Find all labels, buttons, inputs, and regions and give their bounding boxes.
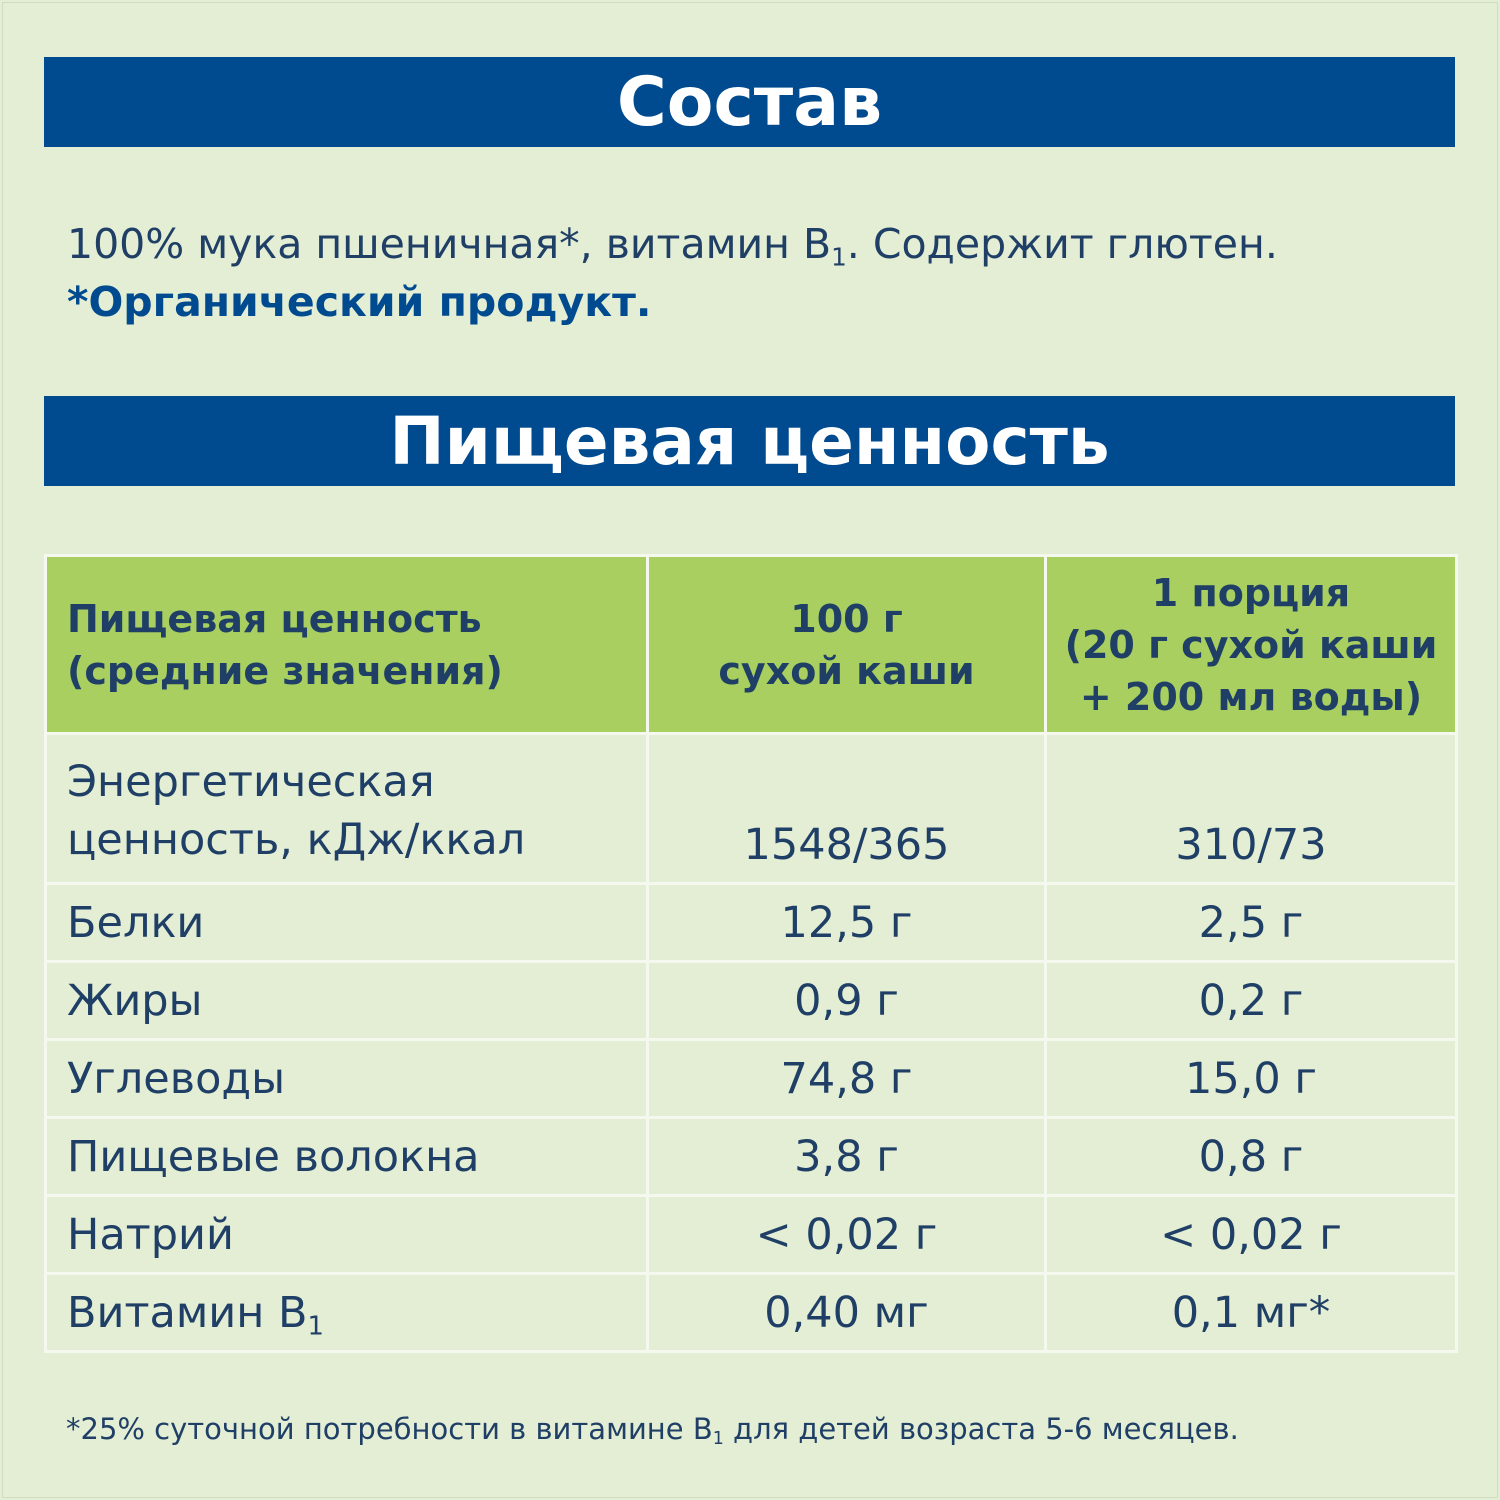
header-portion-line1: 1 порция <box>1151 570 1351 615</box>
row-label: Углеводы <box>46 1040 648 1118</box>
header-nutrient-line2: (средние значения) <box>67 648 503 693</box>
row-label-subscript: 1 <box>307 1311 324 1342</box>
ingredients-text: 100% мука пшеничная*, витамин B <box>67 220 832 268</box>
row-label-line1: Энергетическая <box>67 756 435 807</box>
value-per-100g: 0,9 г <box>648 962 1046 1040</box>
table-row <box>46 734 1457 884</box>
header-per-100g <box>648 556 1046 734</box>
value-portion: 0,1 мг* <box>1046 1274 1457 1352</box>
row-label <box>46 1274 648 1352</box>
table-row <box>46 1040 1457 1118</box>
value-portion: < 0,02 г <box>1046 1196 1457 1274</box>
nutrition-title-banner <box>44 396 1455 486</box>
header-per-100g-line2: сухой каши <box>718 648 975 693</box>
value-portion: 0,2 г <box>1046 962 1457 1040</box>
value-per-100g: 74,8 г <box>648 1040 1046 1118</box>
footnote-text: *25% суточной потребности в витамине B <box>66 1412 713 1446</box>
value-portion: 0,8 г <box>1046 1118 1457 1196</box>
header-portion-line3: + 200 мл воды) <box>1079 674 1423 719</box>
table-row <box>46 1196 1457 1274</box>
table-row <box>46 1118 1457 1196</box>
header-nutrient-line1: Пищевая ценность <box>67 596 482 641</box>
table-row <box>46 962 1457 1040</box>
value-per-100g: 3,8 г <box>648 1118 1046 1196</box>
value-per-100g: 12,5 г <box>648 884 1046 962</box>
value-portion: 310/73 <box>1046 734 1457 884</box>
table-header-row <box>46 556 1457 734</box>
header-nutrient <box>46 556 648 734</box>
row-label: Пищевые волокна <box>46 1118 648 1196</box>
composition-text <box>67 215 1447 331</box>
row-label-text: Витамин B <box>67 1287 308 1338</box>
organic-note: *Органический продукт. <box>67 278 652 326</box>
nutrition-table <box>44 554 1458 1353</box>
value-portion: 15,0 г <box>1046 1040 1457 1118</box>
composition-title-banner <box>44 57 1455 147</box>
value-per-100g: 1548/365 <box>648 734 1046 884</box>
table-row <box>46 884 1457 962</box>
row-label: Белки <box>46 884 648 962</box>
value-portion: 2,5 г <box>1046 884 1457 962</box>
header-portion-line2: (20 г сухой каши <box>1064 622 1438 667</box>
composition-title: Состав <box>616 62 883 142</box>
row-label: Жиры <box>46 962 648 1040</box>
footnote <box>66 1412 1239 1450</box>
header-per-100g-line1: 100 г <box>790 596 903 641</box>
value-per-100g: < 0,02 г <box>648 1196 1046 1274</box>
header-portion <box>1046 556 1457 734</box>
table-row <box>46 1274 1457 1352</box>
ingredients-line <box>67 215 1447 273</box>
footnote-text-end: для детей возраста 5-6 месяцев. <box>723 1412 1239 1446</box>
value-per-100g: 0,40 мг <box>648 1274 1046 1352</box>
ingredients-subscript: 1 <box>831 242 847 272</box>
footnote-subscript: 1 <box>712 1429 724 1450</box>
nutrition-title: Пищевая ценность <box>389 402 1110 480</box>
ingredients-text-end: . Содержит глютен. <box>846 220 1278 268</box>
row-label: Натрий <box>46 1196 648 1274</box>
row-label <box>46 734 648 884</box>
row-label-line2: ценность, кДж/ккал <box>67 814 526 865</box>
